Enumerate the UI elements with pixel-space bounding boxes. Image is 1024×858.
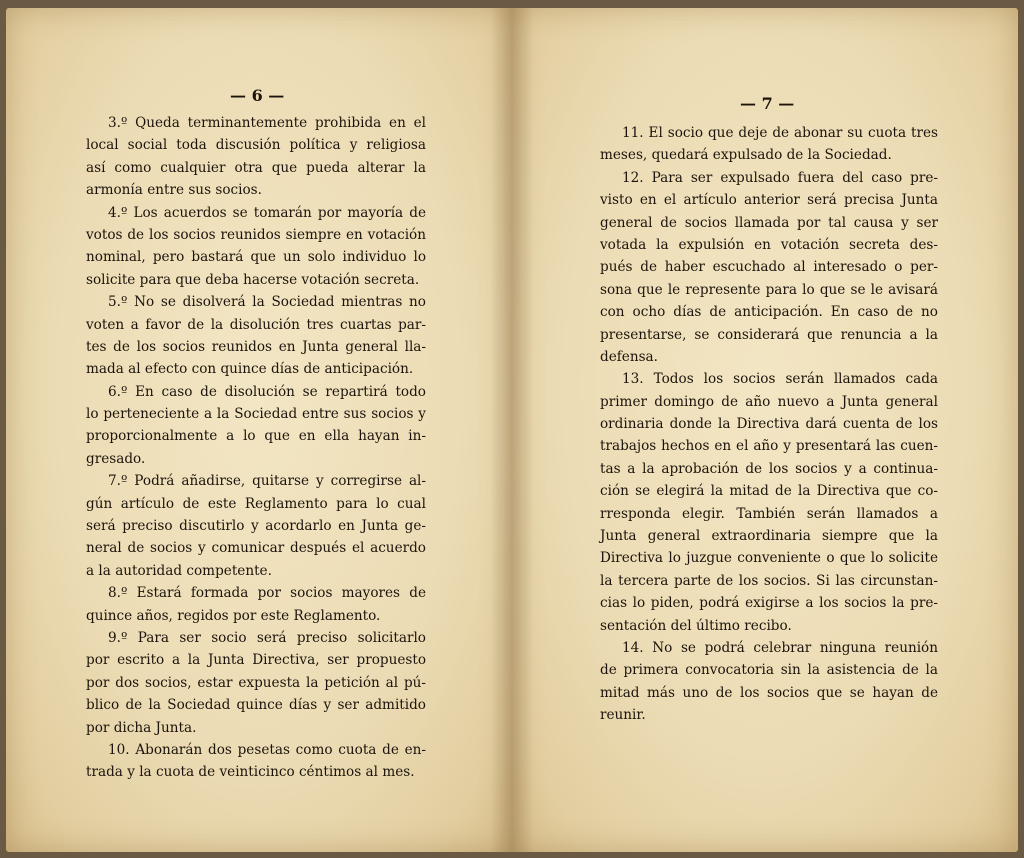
text-line: 10. Abonarán dos pesetas como cuota de en- — [108, 741, 426, 758]
text-line: por dicha Junta. — [86, 719, 197, 736]
text-line: la tercera parte de los socios. Si las circunstan- — [600, 572, 938, 589]
text-line: defensa. — [600, 348, 658, 365]
text-line: rresponda elegir. También serán llamados a — [600, 505, 938, 522]
right-page — [512, 8, 1018, 852]
page-number: — 7 — — [740, 94, 795, 113]
text-line: 14. No se podrá celebrar ninguna reunión — [622, 639, 938, 656]
text-line: será preciso discutirlo y acordarlo en Junta ge- — [86, 518, 426, 535]
text-line: quince años, regidos por este Reglamento. — [86, 607, 381, 624]
text-line: nominal, pero bastará que un solo individuo lo — [86, 249, 426, 266]
text-line: 13. Todos los socios serán llamados cada — [622, 371, 938, 388]
text-line: 9.º Para ser socio será preciso solicitarlo — [108, 629, 426, 646]
text-line: mada al efecto con quince días de anticipación. — [86, 361, 414, 378]
page-text — [600, 122, 938, 727]
left-page — [6, 8, 512, 852]
text-line: cias lo piden, podrá exigirse a los socios la pre- — [600, 595, 938, 612]
text-line: votos de los socios reunidos siempre en votación — [86, 226, 426, 243]
text-line: 3.º Queda terminantemente prohibida en el — [108, 115, 426, 131]
text-line: Directiva lo juzgue conveniente o que lo solicite — [600, 550, 938, 567]
text-line: tas a la aprobación de los socios y a continua- — [600, 460, 938, 477]
text-line: así como cualquier otra que pueda alterar la — [86, 159, 426, 176]
text-line: por dos socios, estar expuesta la petición al pú- — [86, 674, 426, 691]
text-line: votada la expulsión en votación secreta des- — [600, 236, 938, 253]
text-line: presentarse, se considerará que renuncia a la — [600, 326, 938, 343]
text-line: pués de haber escuchado al interesado o per- — [600, 259, 938, 276]
text-line: ordinaria donde la Directiva dará cuenta de los — [600, 416, 938, 433]
text-line: gún artículo de este Reglamento para lo cual — [86, 495, 426, 512]
text-line: voten a favor de la disolución tres cuartas par- — [86, 316, 426, 333]
text-line: primer domingo de año nuevo a Junta general — [600, 393, 938, 410]
text-line: ción se elegirá la mitad de la Directiva que co- — [600, 483, 938, 500]
text-line: 7.º Podrá añadirse, quitarse y corregirse al- — [108, 473, 426, 490]
page-number: — 6 — — [230, 86, 285, 105]
text-line: general de socios llamada por tal causa y ser — [600, 214, 938, 231]
text-line: 12. Para ser expulsado fuera del caso pre- — [622, 169, 938, 186]
text-line: blico de la Sociedad quince días y ser admitido — [86, 697, 426, 714]
text-line: neral de socios y comunicar después el acuerdo — [86, 540, 426, 557]
text-line: meses, quedará expulsado de la Sociedad. — [600, 147, 892, 164]
text-line: proporcionalmente a lo que en ella hayan in- — [86, 428, 426, 445]
text-line: 4.º Los acuerdos se tomarán por mayoría de — [108, 204, 426, 221]
text-line: sona que le represente para lo que se le avisará — [600, 281, 938, 298]
text-line: armonía entre sus socios. — [86, 182, 262, 199]
text-line: reunir. — [600, 707, 646, 724]
text-line: 11. El socio que deje de abonar su cuota tres — [622, 125, 938, 141]
text-line: 6.º En caso de disolución se repartirá todo — [108, 383, 426, 400]
text-line: trada y la cuota de veinticinco céntimos al mes. — [86, 764, 415, 781]
text-line: trabajos hechos en el año y presentará las cuen- — [600, 438, 938, 455]
text-line: Junta general extraordinaria siempre que la — [600, 528, 938, 545]
text-line: 5.º No se disolverá la Sociedad mientras no — [108, 294, 426, 311]
text-line: local social toda discusión política y religiosa — [86, 137, 426, 154]
text-line: 8.º Estará formada por socios mayores de — [108, 585, 426, 602]
text-line: tes de los socios reunidos en Junta general lla- — [86, 338, 426, 355]
text-line: de primera convocatoria sin la asistencia de la — [600, 662, 938, 679]
text-line: gresado. — [86, 450, 146, 467]
text-line: por escrito a la Junta Directiva, ser propuesto — [86, 652, 426, 669]
text-line: con ocho días de anticipación. En caso de no — [600, 304, 938, 321]
text-line: a la autoridad competente. — [86, 562, 272, 579]
page-text — [86, 112, 426, 784]
text-line: visto en el artículo anterior será precisa Junta — [600, 192, 938, 209]
text-line: lo perteneciente a la Sociedad entre sus socios y — [86, 406, 426, 423]
text-line: mitad más uno de los socios que se hayan de — [600, 684, 938, 701]
text-line: solicite para que deba hacerse votación secreta. — [86, 271, 420, 288]
text-line: sentación del último recibo. — [600, 617, 792, 634]
